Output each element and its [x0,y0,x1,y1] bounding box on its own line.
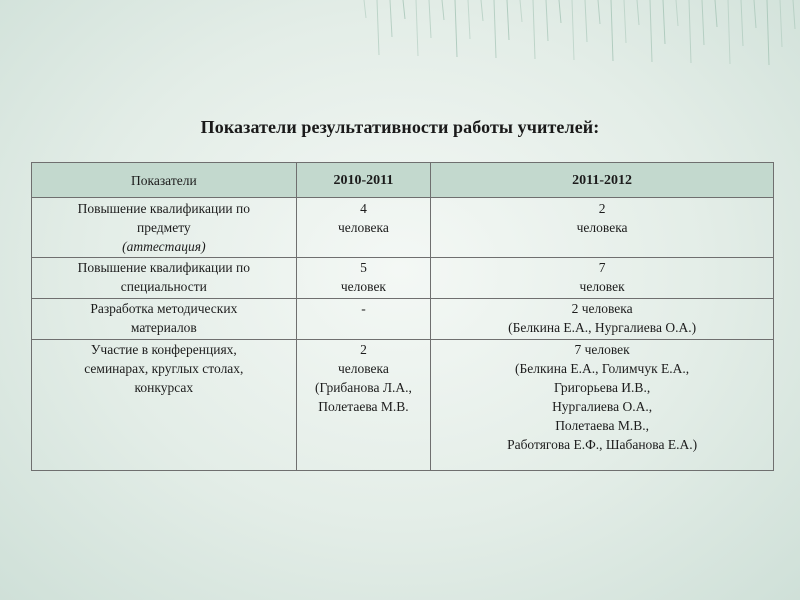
decor-line [715,0,717,27]
page-title: Показатели результативности работы учителей: [200,117,600,137]
cell-line: материалов [130,320,197,335]
cell-line: Разработка методических [90,301,238,316]
decor-line [676,0,678,26]
decor-line [663,0,665,44]
decor-line [403,0,405,19]
cell-line: 2 [360,342,367,357]
decor-line [611,0,613,61]
cell-line: 2 [598,201,606,216]
decor-line [442,0,444,20]
cell-line: специальности [120,279,207,294]
cell-line: Нургалиева О.А., [552,399,653,414]
value-cell-2011-2012 [431,340,774,471]
table-row [32,198,774,258]
decor-line [637,0,639,25]
decor-line [793,0,795,29]
decor-line [741,0,743,46]
cell-line: Повышение квалификации по [77,260,250,275]
cell-line: (Грибанова Л.А., [315,380,412,395]
header-2011-2012: 2011-2012 [431,163,774,198]
cell-line: Полетаева М.В. [318,399,409,414]
decor-line [416,0,418,56]
cell-line: конкурсах [134,380,194,395]
cell-line: 4 [360,201,367,216]
decor-line [520,0,522,22]
decor-line [624,0,626,43]
indicators-table [31,162,774,471]
cell-line: Григорьева И.В., [553,380,651,395]
decor-line [689,0,691,63]
cell-line: Повышение квалификации по [77,201,250,216]
indicator-cell [32,198,297,258]
decor-line [598,0,600,24]
cell-line: (аттестация) [122,239,206,254]
decor-line [728,0,730,64]
decor-line [455,0,457,57]
cell-line: 5 [360,260,367,275]
decor-line [780,0,782,47]
table-header-row [32,163,774,198]
cell-line: - [361,301,366,316]
decor-line [702,0,704,45]
table-row [32,340,774,471]
decor-line [650,0,652,62]
corner-decoration [360,0,800,80]
decor-line [559,0,561,23]
decor-line [481,0,483,21]
decor-line [377,0,379,55]
table-row [32,258,774,299]
cell-line: 7 человек [574,342,630,357]
cell-line: Участие в конференциях, [90,342,237,357]
value-cell-2011-2012 [431,258,774,299]
header-indicators: Показатели [32,163,297,198]
cell-line: человек [340,279,386,294]
cell-line: предмету [137,220,191,235]
value-cell-2011-2012 [431,198,774,258]
table-row [32,299,774,340]
decor-line [754,0,756,28]
indicator-cell [32,299,297,340]
decor-line [390,0,392,37]
decor-line [585,0,587,42]
decor-line [429,0,431,38]
value-cell-2011-2012 [431,299,774,340]
value-cell-2010-2011 [296,258,431,299]
cell-line: человека [576,220,628,235]
decor-line [767,0,769,65]
decor-line [546,0,548,41]
value-cell-2010-2011 [296,340,431,471]
cell-line: человек [579,279,625,294]
cell-line: 2 человека [571,301,633,316]
decor-line [533,0,535,59]
indicator-cell [32,340,297,471]
decor-line [364,0,366,18]
value-cell-2010-2011 [296,299,431,340]
indicator-cell [32,258,297,299]
header-2010-2011: 2010-2011 [296,163,431,198]
cell-line: (Белкина Е.А., Голимчук Е.А., [515,361,690,376]
decor-line [494,0,496,58]
cell-line: человека [337,361,389,376]
value-cell-2010-2011 [296,198,431,258]
cell-line: семинарах, круглых столах, [84,361,244,376]
cell-line: Полетаева М.В., [555,418,649,433]
cell-line: Работягова Е.Ф., Шабанова Е.А.) [507,437,698,452]
cell-line: (Белкина Е.А., Нургалиева О.А.) [508,320,697,335]
decor-line [468,0,470,39]
cell-line: человека [337,220,389,235]
cell-line: 7 [598,260,606,275]
decor-line [507,0,509,40]
decor-line [572,0,574,60]
